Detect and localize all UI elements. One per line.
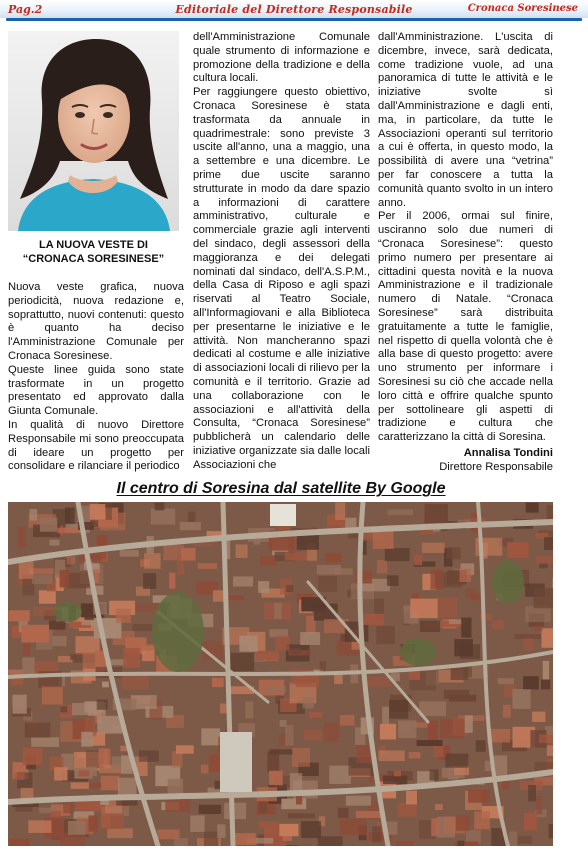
paragraph: In qualità di nuovo Direttore Responsabile mi sono preoccupata di ideare un progetto per consolidare e rilanciare il periodico <box>8 418 184 473</box>
author-role: Direttore Responsabile <box>439 461 553 473</box>
article-column-1 <box>8 281 184 474</box>
satellite-map <box>8 502 553 846</box>
paragraph: Per raggiungere questo obiettivo, Cronaca Soresinese è stata trasformata da annuale in quadrimestrale: sono previste 3 uscite all'anno, una a maggio, una a settembre e una dicembre. Le prime due uscite saranno strutturate in modo da dare spazio a informazioni di carattere amministrativo, culturale e commerciale grazie agli interventi del sindaco, degli assessori della maggioranza e dei delegati nominati dal sindaco, dell'A.S.P.M., della Casa di Riposo e agli spazi riservati al Teatro Sociale, all'Informagiovani e alla Biblioteca per presentarne le iniziative e le attività. Non mancheranno spazi dedicati al costume e alle iniziative di associazioni locali di rilievo per la comunità e il territorio. Grazie ad una collaborazione con le associazioni e all'attività della Consulta, “Cronaca Soresinese” pubblicherà un calendario delle iniziative organizzate sia dalle locali Associazioni che <box>193 86 370 471</box>
author-photo <box>8 31 179 231</box>
portrait-photo-icon <box>8 31 179 231</box>
article-column-3 <box>378 31 553 445</box>
publication-name: Cronaca Soresinese <box>467 3 578 14</box>
header-rule <box>6 18 582 21</box>
paragraph: Nuova veste grafica, nuova periodicità, nuova redazione e, soprattutto, nuovi contenuti: questo è quanto ha deciso l'Amministrazione Comunale per Cronaca Soresinese. <box>8 281 184 362</box>
caption-line-2: “CRONACA SORESINESE” <box>22 253 165 265</box>
author-signature <box>378 446 553 474</box>
satellite-map-icon <box>8 502 553 846</box>
author-name: Annalisa Tondini <box>463 447 553 459</box>
article-column-2 <box>193 31 370 473</box>
paragraph: Queste linee guida sono state trasformate in un progetto presentato ed approvato dalla Giunta Comunale. <box>8 363 184 418</box>
map-title: Il centro di Soresina dal satellite By Google <box>116 480 446 497</box>
paragraph: Per il 2006, ormai sul finire, usciranno solo due numeri di “Cronaca Soresinese”: questo primo numero per presentare ai cittadini questa novità e la nuova Amministrazione e il tradizionale numero di Natale. “Cronaca Soresinese” sarà distribuita gratuitamente a tutte le famiglie, nel rispetto di quella volontà che è alla base di questo progetto: avere uno strumento per informare i Soresinesi su ciò che accade nella loro città e offrire qualche spunto per sottolineare gli aspetti di tradizione e cultura che caratterizzano la città di Soresina. <box>378 210 553 444</box>
photo-caption <box>8 238 179 266</box>
page-header <box>0 0 588 24</box>
paragraph: dall'Amministrazione. L'uscita di dicembre, invece, sarà dedicata, come tradizione vuole, ad una panoramica di tutte le attività e le iniziative svolte sì dall'Amministrazione e dagli enti, ma, in particolare, da tutte le Associazioni operanti sul territorio a cui è offerta, in questo modo, la possibilità di avere una “vetrina” per far conoscere a tutta la comunità quanto svolto in un intero anno. <box>378 31 553 209</box>
paragraph: dell'Amministrazione Comunale quale strumento di informazione e promozione della tradizione e della cultura locali. <box>193 31 370 85</box>
page-number: Pag.2 <box>8 3 43 16</box>
caption-line-1: LA NUOVA VESTE DI <box>39 239 148 251</box>
section-title: Editoriale del Direttore Responsabile <box>175 3 413 16</box>
